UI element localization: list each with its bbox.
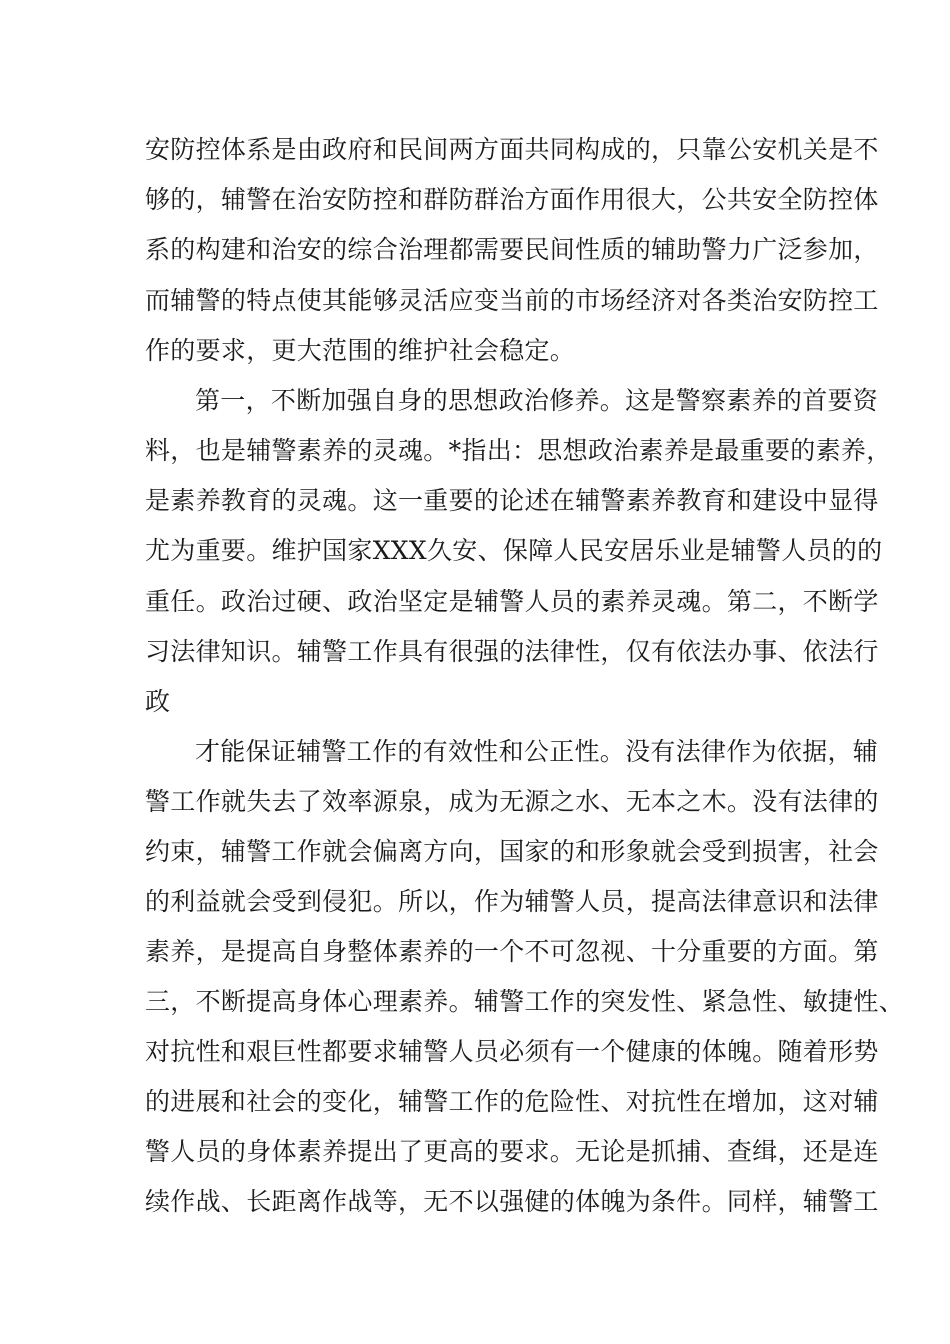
text-line: 的进展和社会的变化，辅警工作的危险性、对抗性在增加，这对辅 xyxy=(145,1087,879,1116)
text-line: 料，也是辅警素养的灵魂。*指出：思想政治素养是最重要的素养， xyxy=(145,436,892,465)
text-line: 续作战、长距离作战等，无不以强健的体魄为条件。同样，辅警工 xyxy=(145,1187,879,1216)
text-line: 尤为重要。维护国家XXX久安、保障人民安居乐业是辅警人员的的 xyxy=(145,536,883,565)
text-line: 政 xyxy=(145,687,171,716)
text-line: 才能保证辅警工作的有效性和公正性。没有法律作为依据，辅 xyxy=(195,737,879,766)
text-line: 约束，辅警工作就会偏离方向，国家的和形象就会受到损害，社会 xyxy=(145,837,879,866)
text-line: 警工作就失去了效率源泉，成为无源之水、无本之木。没有法律的 xyxy=(145,787,879,816)
text-line: 素养，是提高自身整体素养的一个不可忽视、十分重要的方面。第 xyxy=(145,937,879,966)
text-line: 作的要求，更大范围的维护社会稳定。 xyxy=(145,336,576,365)
text-line: 的利益就会受到侵犯。所以，作为辅警人员，提高法律意识和法律 xyxy=(145,887,879,916)
text-line: 是素养教育的灵魂。这一重要的论述在辅警素养教育和建设中显得 xyxy=(145,486,879,515)
text-line: 三，不断提高身体心理素养。辅警工作的突发性、紧急性、敏捷性、 xyxy=(145,987,905,1016)
text-line: 习法律知识。辅警工作具有很强的法律性，仅有依法办事、依法行 xyxy=(145,637,879,666)
text-line: 重任。政治过硬、政治坚定是辅警人员的素养灵魂。第二，不断学 xyxy=(145,587,879,616)
text-line: 系的构建和治安的综合治理都需要民间性质的辅助警力广泛参加， xyxy=(145,235,879,264)
text-line: 警人员的身体素养提出了更高的要求。无论是抓捕、查缉，还是连 xyxy=(145,1137,879,1166)
text-line: 而辅警的特点使其能够灵活应变当前的市场经济对各类治安防控工 xyxy=(145,286,879,315)
text-line: 够的，辅警在治安防控和群防群治方面作用很大，公共安全防控体 xyxy=(145,185,879,214)
text-line: 安防控体系是由政府和民间两方面共同构成的，只靠公安机关是不 xyxy=(145,135,879,164)
text-line: 对抗性和艰巨性都要求辅警人员必须有一个健康的体魄。随着形势 xyxy=(145,1037,879,1066)
text-line: 第一，不断加强自身的思想政治修养。这是警察素养的首要资 xyxy=(195,386,879,415)
